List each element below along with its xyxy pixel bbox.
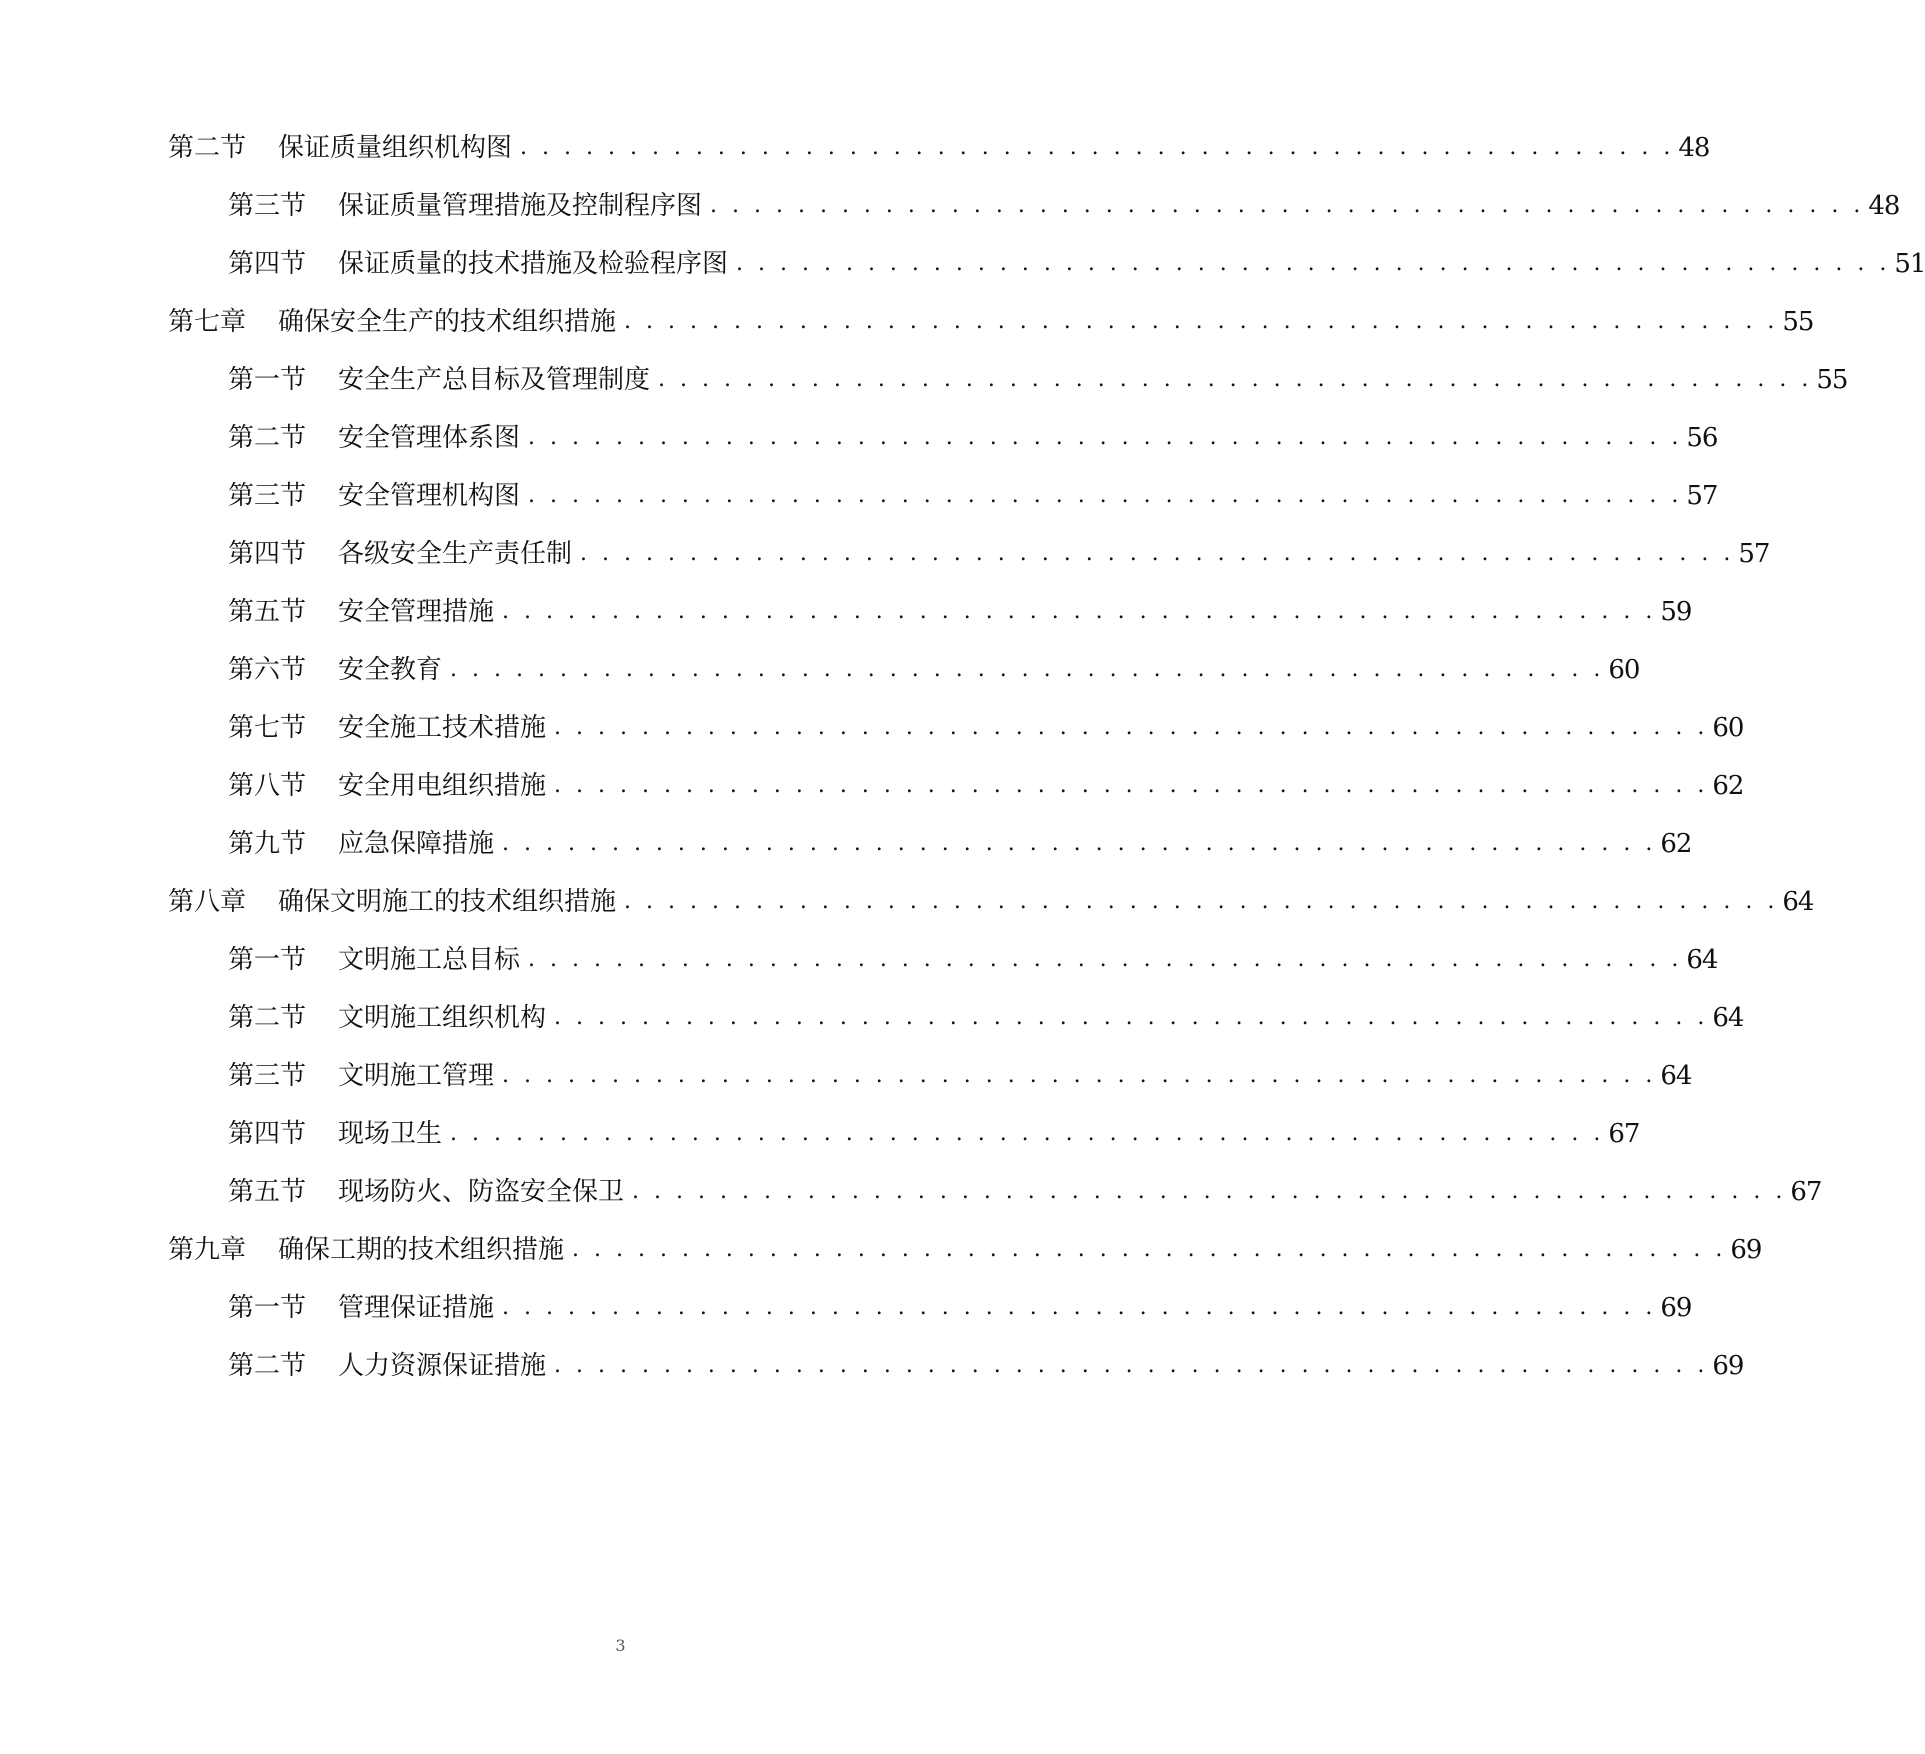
toc-dot-leader: . . . . . . . . . . . . . . . . . . . . . . . . . . . . . . . . . . . . . . . . . . . . . . . . . . . . . — [502, 1063, 1657, 1088]
toc-dot-leader: . . . . . . . . . . . . . . . . . . . . . . . . . . . . . . . . . . . . . . . . . . . . . . . . . . . . . — [624, 889, 1779, 914]
toc-entry-section[interactable] — [228, 531, 1770, 577]
toc-entry-section[interactable] — [228, 241, 1925, 287]
toc-entry-title: 各级安全生产责任制 — [338, 539, 573, 569]
toc-entry-chapter[interactable] — [168, 125, 1710, 171]
toc-entry-label: 第一节 — [228, 945, 307, 975]
toc-entry-page-number: 64 — [1712, 1003, 1744, 1033]
toc-dot-leader: . . . . . . . . . . . . . . . . . . . . . . . . . . . . . . . . . . . . . . . . . . . . . . . . . . . . . — [502, 599, 1657, 624]
toc-dot-leader: . . . . . . . . . . . . . . . . . . . . . . . . . . . . . . . . . . . . . . . . . . . . . . . . . . . . . — [624, 309, 1779, 334]
toc-dot-leader: . . . . . . . . . . . . . . . . . . . . . . . . . . . . . . . . . . . . . . . . . . . . . . . . . . . . . — [554, 715, 1709, 740]
toc-dot-leader: . . . . . . . . . . . . . . . . . . . . . . . . . . . . . . . . . . . . . . . . . . . . . . . . . . . . . — [502, 1295, 1657, 1320]
toc-entry-title: 文明施工组织机构 — [338, 1003, 547, 1033]
toc-entry-title: 保证质量管理措施及控制程序图 — [338, 191, 703, 221]
toc-entry-label: 第四节 — [228, 249, 307, 279]
toc-entry-chapter[interactable] — [168, 299, 1814, 345]
toc-dot-leader: . . . . . . . . . . . . . . . . . . . . . . . . . . . . . . . . . . . . . . . . . . . . . . . . . . . . . — [528, 425, 1683, 450]
toc-entry-page-number: 56 — [1686, 423, 1718, 453]
toc-entry-label: 第三节 — [228, 481, 307, 511]
toc-dot-leader: . . . . . . . . . . . . . . . . . . . . . . . . . . . . . . . . . . . . . . . . . . . . . . . . . . . . . — [658, 367, 1813, 392]
toc-entry-page-number: 69 — [1712, 1351, 1744, 1381]
toc-entry-section[interactable] — [228, 1169, 1822, 1215]
toc-entry-title: 安全施工技术措施 — [338, 713, 547, 743]
toc-entry-section[interactable] — [228, 995, 1744, 1041]
toc-entry-label: 第一节 — [228, 1293, 307, 1323]
toc-entry-label: 第二节 — [228, 1003, 307, 1033]
toc-dot-leader: . . . . . . . . . . . . . . . . . . . . . . . . . . . . . . . . . . . . . . . . . . . . . . . . . . . . . — [580, 541, 1735, 566]
toc-dot-leader: . . . . . . . . . . . . . . . . . . . . . . . . . . . . . . . . . . . . . . . . . . . . . . . . . . . . . — [502, 831, 1657, 856]
toc-entry-section[interactable] — [228, 589, 1692, 635]
toc-entry-page-number: 57 — [1738, 539, 1770, 569]
toc-entry-section[interactable] — [228, 763, 1744, 809]
toc-entry-label: 第三节 — [228, 191, 307, 221]
toc-entry-title: 现场卫生 — [338, 1119, 443, 1149]
toc-entry-page-number: 62 — [1660, 829, 1692, 859]
toc-entry-title: 应急保障措施 — [338, 829, 495, 859]
toc-entry-label: 第七节 — [228, 713, 307, 743]
toc-entry-page-number: 67 — [1790, 1177, 1822, 1207]
toc-entry-page-number: 55 — [1782, 307, 1814, 337]
toc-entry-label: 第一节 — [228, 365, 307, 395]
toc-entry-page-number: 51 — [1894, 249, 1925, 279]
toc-entry-page-number: 64 — [1660, 1061, 1692, 1091]
toc-entry-label: 第七章 — [168, 307, 247, 337]
toc-dot-leader: . . . . . . . . . . . . . . . . . . . . . . . . . . . . . . . . . . . . . . . . . . . . . . . . . . . . . — [528, 483, 1683, 508]
toc-entry-title: 人力资源保证措施 — [338, 1351, 547, 1381]
toc-dot-leader: . . . . . . . . . . . . . . . . . . . . . . . . . . . . . . . . . . . . . . . . . . . . . . . . . . . . . — [554, 1005, 1709, 1030]
toc-entry-section[interactable] — [228, 1111, 1640, 1157]
toc-entry-title: 安全管理体系图 — [338, 423, 521, 453]
toc-dot-leader: . . . . . . . . . . . . . . . . . . . . . . . . . . . . . . . . . . . . . . . . . . . . . . . . . . . . . — [736, 251, 1891, 276]
toc-dot-leader: . . . . . . . . . . . . . . . . . . . . . . . . . . . . . . . . . . . . . . . . . . . . . . . . . . . . . — [528, 947, 1683, 972]
toc-entry-label: 第二节 — [168, 133, 247, 163]
toc-entry-title: 安全教育 — [338, 655, 443, 685]
page-number: 3 — [615, 1636, 626, 1655]
toc-entry-title: 确保安全生产的技术组织措施 — [278, 307, 617, 337]
toc-entry-section[interactable] — [228, 415, 1718, 461]
toc-entry-chapter[interactable] — [168, 879, 1814, 925]
toc-entry-title: 现场防火、防盗安全保卫 — [338, 1177, 625, 1207]
toc-entry-title: 确保工期的技术组织措施 — [278, 1235, 565, 1265]
toc-entry-section[interactable] — [228, 357, 1848, 403]
toc-entry-page-number: 59 — [1660, 597, 1692, 627]
toc-dot-leader: . . . . . . . . . . . . . . . . . . . . . . . . . . . . . . . . . . . . . . . . . . . . . . . . . . . . . — [554, 773, 1709, 798]
toc-entry-page-number: 60 — [1608, 655, 1640, 685]
toc-dot-leader: . . . . . . . . . . . . . . . . . . . . . . . . . . . . . . . . . . . . . . . . . . . . . . . . . . . . . — [450, 657, 1605, 682]
toc-entry-page-number: 48 — [1678, 133, 1710, 163]
toc-entry-label: 第五节 — [228, 597, 307, 627]
toc-entry-label: 第九节 — [228, 829, 307, 859]
toc-entry-section[interactable] — [228, 1053, 1692, 1099]
toc-entry-section[interactable] — [228, 183, 1900, 229]
toc-entry-label: 第三节 — [228, 1061, 307, 1091]
toc-entry-label: 第八节 — [228, 771, 307, 801]
toc-entry-title: 文明施工管理 — [338, 1061, 495, 1091]
toc-entry-label: 第四节 — [228, 1119, 307, 1149]
toc-entry-title: 确保文明施工的技术组织措施 — [278, 887, 617, 917]
toc-entry-section[interactable] — [228, 1285, 1692, 1331]
toc-dot-leader: . . . . . . . . . . . . . . . . . . . . . . . . . . . . . . . . . . . . . . . . . . . . . . . . . . . . . — [450, 1121, 1605, 1146]
toc-dot-leader: . . . . . . . . . . . . . . . . . . . . . . . . . . . . . . . . . . . . . . . . . . . . . . . . . . . . . — [554, 1353, 1709, 1378]
toc-entry-title: 安全管理机构图 — [338, 481, 521, 511]
toc-entry-page-number: 64 — [1686, 945, 1718, 975]
toc-entry-label: 第二节 — [228, 423, 307, 453]
toc-entry-page-number: 69 — [1730, 1235, 1762, 1265]
toc-entry-section[interactable] — [228, 1343, 1744, 1389]
toc-entry-page-number: 55 — [1816, 365, 1848, 395]
toc-entry-label: 第四节 — [228, 539, 307, 569]
toc-entry-label: 第六节 — [228, 655, 307, 685]
toc-entry-title: 管理保证措施 — [338, 1293, 495, 1323]
toc-entry-page-number: 57 — [1686, 481, 1718, 511]
toc-entry-page-number: 69 — [1660, 1293, 1692, 1323]
toc-entry-section[interactable] — [228, 937, 1718, 983]
toc-entry-section[interactable] — [228, 473, 1718, 519]
toc-entry-title: 保证质量组织机构图 — [278, 133, 513, 163]
toc-dot-leader: . . . . . . . . . . . . . . . . . . . . . . . . . . . . . . . . . . . . . . . . . . . . . . . . . . . . . — [572, 1237, 1727, 1262]
toc-entry-page-number: 62 — [1712, 771, 1744, 801]
toc-dot-leader: . . . . . . . . . . . . . . . . . . . . . . . . . . . . . . . . . . . . . . . . . . . . . . . . . . . . . — [710, 193, 1865, 218]
toc-entry-label: 第五节 — [228, 1177, 307, 1207]
toc-entry-title: 安全生产总目标及管理制度 — [338, 365, 651, 395]
toc-entry-title: 保证质量的技术措施及检验程序图 — [338, 249, 729, 279]
toc-entry-title: 安全管理措施 — [338, 597, 495, 627]
toc-entry-label: 第二节 — [228, 1351, 307, 1381]
toc-entry-page-number: 64 — [1782, 887, 1814, 917]
toc-entry-chapter[interactable] — [168, 1227, 1762, 1273]
toc-dot-leader: . . . . . . . . . . . . . . . . . . . . . . . . . . . . . . . . . . . . . . . . . . . . . . . . . . . . . — [632, 1179, 1787, 1204]
toc-entry-section[interactable] — [228, 647, 1640, 693]
toc-entry-page-number: 48 — [1868, 191, 1900, 221]
toc-entry-page-number: 60 — [1712, 713, 1744, 743]
toc-dot-leader: . . . . . . . . . . . . . . . . . . . . . . . . . . . . . . . . . . . . . . . . . . . . . . . . . . . . . — [520, 135, 1675, 160]
toc-entry-title: 文明施工总目标 — [338, 945, 521, 975]
toc-entry-section[interactable] — [228, 821, 1692, 867]
toc-entry-section[interactable] — [228, 705, 1744, 751]
toc-entry-title: 安全用电组织措施 — [338, 771, 547, 801]
toc-entry-label: 第八章 — [168, 887, 247, 917]
toc-entry-label: 第九章 — [168, 1235, 247, 1265]
toc-entry-page-number: 67 — [1608, 1119, 1640, 1149]
